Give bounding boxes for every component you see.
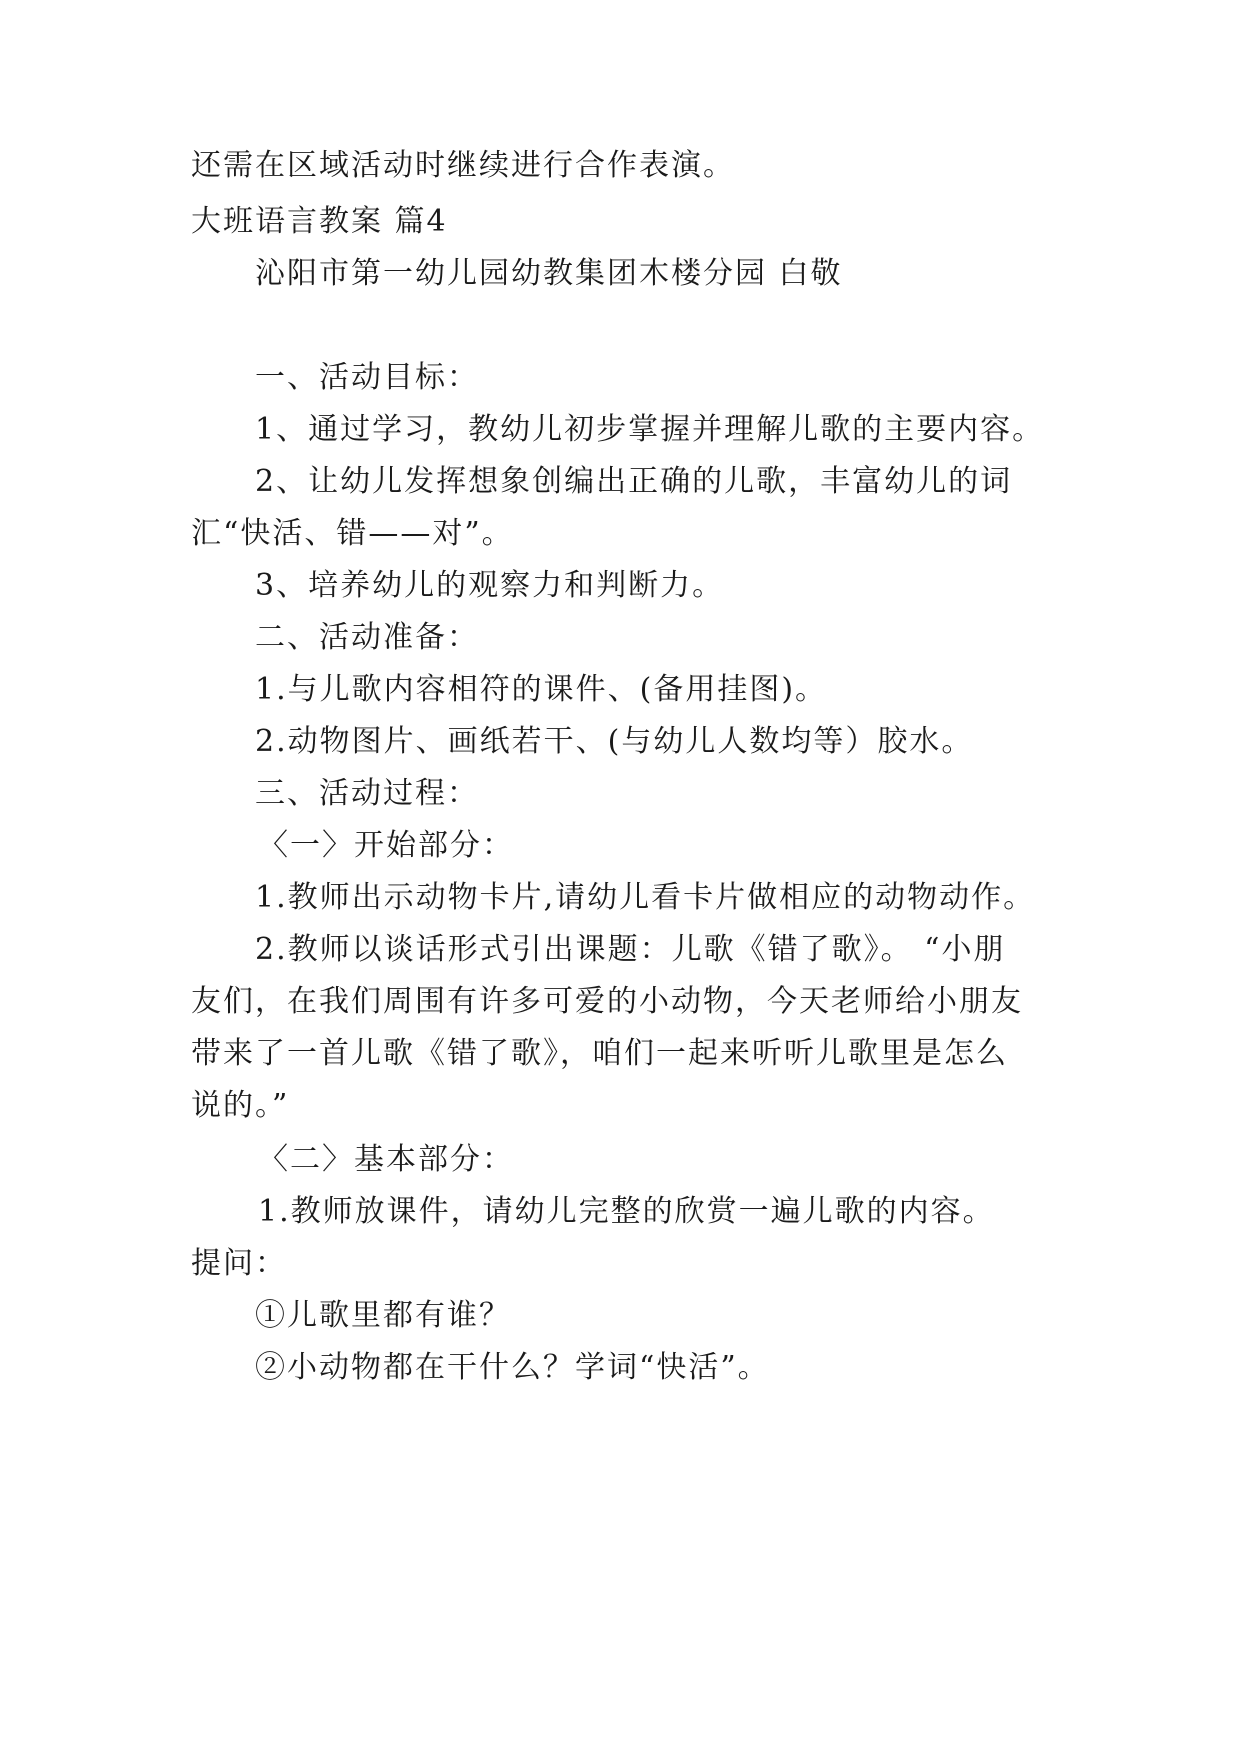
subheading-basic: 〈二〉基本部分： [258,1142,514,1177]
text-line: 说的。” [191,1088,290,1123]
text-line: 2、让幼儿发挥想象创编出正确的儿歌，丰富幼儿的词 [255,464,1013,499]
text-line: 3、培养幼儿的观察力和判断力。 [255,568,725,603]
heading-process: 三、活动过程： [255,776,479,811]
list-item: ②小动物都在干什么？学词“快活”。 [255,1350,770,1385]
text-line: 带来了一首儿歌《错了歌》，咱们一起来听听儿歌里是怎么 [191,1036,1008,1071]
author-line: 沁阳市第一幼儿园幼教集团木楼分园 白敬 [255,256,843,291]
list-item: ①儿歌里都有谁？ [255,1298,511,1333]
text-line: 提问： [191,1246,287,1281]
text-line: 1.教师出示动物卡片,请幼儿看卡片做相应的动物动作。 [255,880,1036,915]
text-line: 1.与儿歌内容相符的课件、(备用挂图)。 [255,672,828,707]
text-line: 1、通过学习，教幼儿初步掌握并理解儿歌的主要内容。 [255,412,1045,447]
text-line: 2.教师以谈话形式引出课题：儿歌《错了歌》。 “小朋 [255,932,1006,967]
text-line: 汇“快活、错——对”。 [191,516,514,551]
heading-preparation: 二、活动准备： [255,620,479,655]
text-line: 还需在区域活动时继续进行合作表演。 [191,148,735,183]
subheading-start: 〈一〉开始部分： [258,828,514,863]
text-line: 2.动物图片、画纸若干、(与幼儿人数均等）胶水。 [255,724,974,759]
heading-objectives: 一、活动目标： [255,360,479,395]
section-heading: 大班语言教案 篇4 [191,204,448,239]
text-line: 1.教师放课件，请幼儿完整的欣赏一遍儿歌的内容。 [258,1194,995,1229]
text-line: 友们，在我们周围有许多可爱的小动物，今天老师给小朋友 [191,984,1023,1019]
